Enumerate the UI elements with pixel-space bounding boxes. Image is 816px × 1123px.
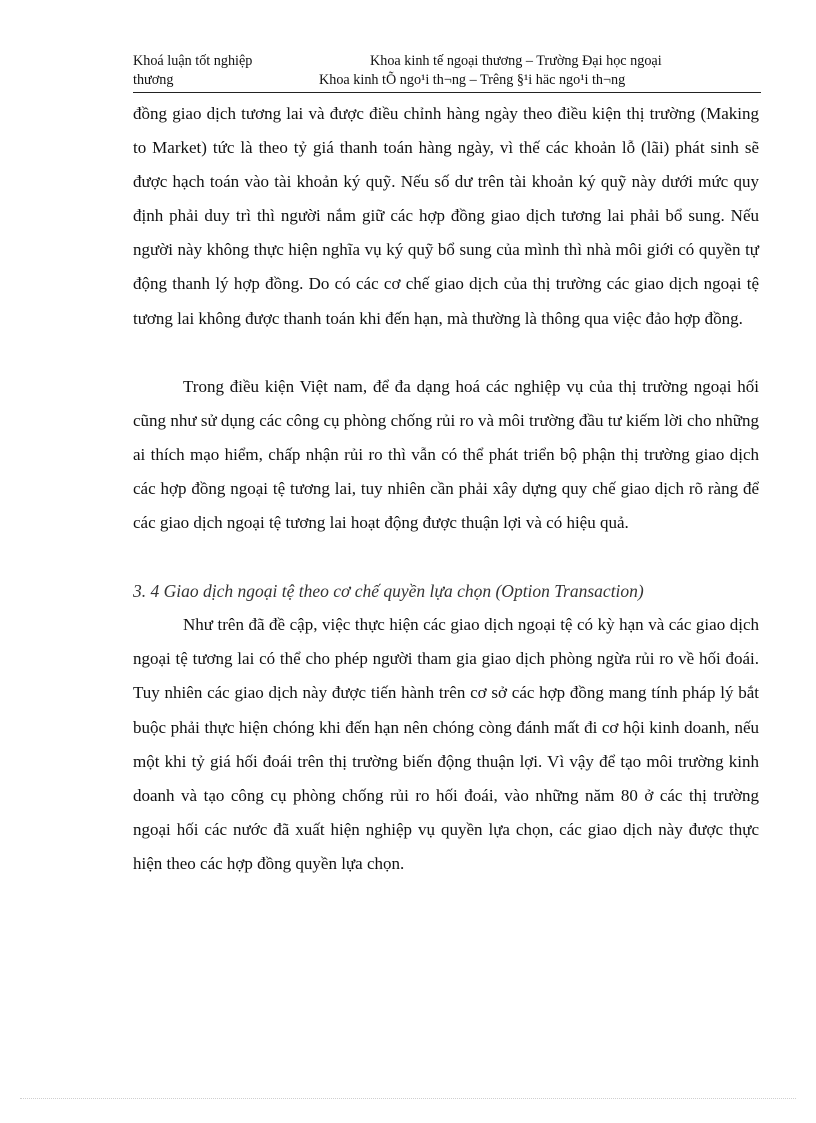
document-body — [133, 97, 759, 881]
footer-divider — [20, 1098, 796, 1099]
header-thesis-label: Khoá luận tốt nghiệp — [133, 53, 253, 69]
header-divider — [133, 92, 761, 93]
header-thesis-label-continued: thương — [133, 72, 174, 88]
header-faculty-line: Khoa kinh tế ngoại thương – Trường Đại học ngoại — [370, 53, 662, 69]
header-faculty-line-garbled: Khoa kinh tÕ ngo¹i th¬ng – Trêng §¹i häc ngo¹i th¬ng — [319, 72, 626, 88]
body-paragraph-1: đồng giao dịch tương lai và được điều chỉnh hàng ngày theo điều kiện thị trường (Making to Market) tức là theo tỷ giá thanh toán hàng ngày, vì thế các khoản lỗ (lãi) phát sinh sẽ được hạch toán vào tài khoản ký quỹ. Nếu số dư trên tài khoản ký quỹ này dưới mức quy định phải duy trì thì người nắm giữ các hợp đồng giao dịch tương lai phải bổ sung. Nếu người này không thực hiện nghĩa vụ ký quỹ bổ sung của mình thì nhà môi giới có quyền tự động thanh lý hợp đồng. Do có các cơ chế giao dịch của thị trường các giao dịch ngoại tệ tương lai không được thanh toán khi đến hạn, mà thường là thông qua việc đảo hợp đồng. — [133, 104, 759, 328]
body-paragraph-2: Trong điều kiện Việt nam, để đa dạng hoá các nghiệp vụ của thị trường ngoại hối cũng như sử dụng các công cụ phòng chống rủi ro và môi trường đầu tư kiếm lời cho những ai thích mạo hiểm, chấp nhận rủi ro thì vẫn có thể phát triển bộ phận thị trường giao dịch các hợp đồng ngoại tệ tương lai, tuy nhiên cần phải xây dựng quy chế giao dịch rõ ràng để các giao dịch ngoại tệ tương lai hoạt động được thuận lợi và có hiệu quả. — [133, 376, 759, 533]
body-paragraph-3: Như trên đã đề cập, việc thực hiện các giao dịch ngoại tệ có kỳ hạn và các giao dịch ngoại tệ tương lai có thể cho phép người tham gia giao dịch phòng ngừa rủi ro về hối đoái. Tuy nhiên các giao dịch này được tiến hành trên cơ sở các hợp đồng mang tính pháp lý bắt buộc phải thực hiện chóng khi đến hạn nên chóng còng đánh mất đi cơ hội kinh doanh, nếu một khi tỷ giá hối đoái trên thị trường biến động thuận lợi. Vì vậy để tạo môi trường kinh doanh và tạo công cụ phòng chống rủi ro hối đoái, vào những năm 80 ở các thị trường ngoại hối các nước đã xuất hiện nghiệp vụ quyền lựa chọn, các giao dịch này được thực hiện theo các hợp đồng quyền lựa chọn. — [133, 615, 759, 873]
section-heading: 3. 4 Giao dịch ngoại tệ theo cơ chế quyền lựa chọn (Option Transaction) — [133, 581, 644, 602]
page-header — [133, 52, 761, 92]
